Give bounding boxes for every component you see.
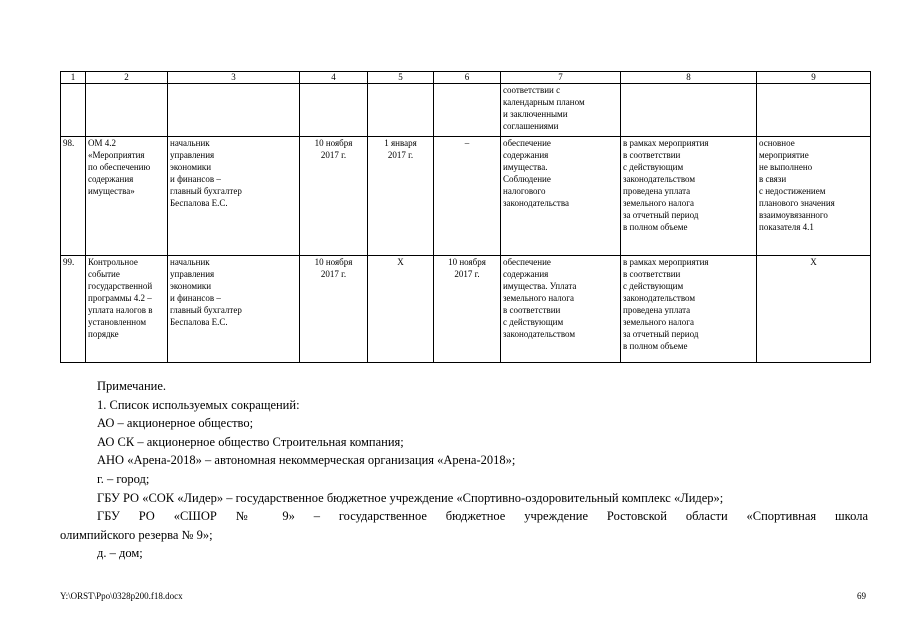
cell-line: планового значения [759,198,835,208]
cell-result [621,256,757,363]
col-header-1: 1 [61,72,86,84]
cell-date [300,137,368,256]
abbreviation: АНО «Арена-2018» – автономная некоммерческая организация «Арена-2018»; [97,453,516,468]
cell-line: имущества» [88,186,135,196]
cell-line: главный бухгалтер [170,305,242,315]
table-row-continuation [61,84,871,137]
cell [86,84,168,137]
col-header-2: 2 [86,72,168,84]
cell-line: 2017 г. [320,150,347,160]
cell-line: с недостижением [759,186,826,196]
cell-line: в полном объеме [623,341,688,351]
cell-line: в соответствии [623,269,681,279]
cell [757,84,871,137]
cell-line: экономики [170,281,212,291]
cell-event-name [86,137,168,256]
row-number: 98. [61,137,86,256]
cell-line: календарным планом [503,97,585,107]
col-header-6: 6 [434,72,501,84]
cell-line: в соответствии [623,150,681,160]
cell-date: Х [368,256,434,363]
cell-outcome [501,256,621,363]
cell-line: в полном объеме [623,222,688,232]
cell-line: и финансов – [170,293,221,303]
cell-line: за отчетный период [623,329,699,339]
cell-line: взаимоувязанного [759,210,828,220]
cell-line: показателя 4.1 [759,222,814,232]
cell-outcome [501,137,621,256]
col-header-7: 7 [501,72,621,84]
cell-line: мероприятие [759,150,809,160]
cell-line: законодательством [623,174,696,184]
abbreviation: ГБУ РО «СШОР № 9» – государственное бюджетное учреждение Ростовской области «Спортивная школа [97,509,868,524]
cell-line: 2017 г. [387,150,414,160]
cell-line: начальник [170,138,210,148]
cell-line: земельного налога [503,293,574,303]
cell-line: содержания [88,174,134,184]
cell-line: содержания [503,269,549,279]
cell-line: налогового [503,186,546,196]
cell-result [621,137,757,256]
row-number: 99. [61,256,86,363]
cell-line: в соответствии [503,305,561,315]
cell-line: имущества. Уплата [503,281,577,291]
cell-line: и финансов – [170,174,221,184]
cell-line: ОМ 4.2 [88,138,117,148]
cell-reason [757,137,871,256]
cell-line: законодательства [503,198,569,208]
abbreviation: АО СК – акционерное общество Строительная компания; [97,434,404,449]
cell-line: управления [170,150,215,160]
cell-line: главный бухгалтер [170,186,242,196]
cell-line: 2017 г. [454,269,480,279]
cell-line: государственной [88,281,153,291]
col-header-9: 9 [757,72,871,84]
cell [621,84,757,137]
cell-line: программы 4.2 – [88,293,152,303]
cell-date: – [434,137,501,256]
abbreviation: ГБУ РО «СОК «Лидер» – государственное бюджетное учреждение «Спортивно-оздоровительный комплекс «Лидер»; [97,490,724,505]
cell-line: проведена уплата [623,305,691,315]
cell-line: Соблюдение [503,174,551,184]
cell-line: в связи [759,174,787,184]
cell [368,84,434,137]
cell-line: 10 ноября [314,257,353,267]
cell-line: «Мероприятия [88,150,145,160]
col-header-8: 8 [621,72,757,84]
col-header-3: 3 [168,72,300,84]
header-row [61,72,871,84]
cell-line: основное [759,138,795,148]
cell-line: начальник [170,257,210,267]
notes-heading: Примечание. [97,379,167,393]
col-header-5: 5 [368,72,434,84]
cell-responsible [168,256,300,363]
cell-line: с действующим [623,281,684,291]
cell-line: соответствии с [503,85,561,95]
cell-date [368,137,434,256]
report-table [60,71,871,363]
cell-line: 10 ноября [448,257,486,267]
cell-line: земельного налога [623,317,694,327]
cell-reason: Х [757,256,871,363]
notes-item: 1. Список используемых сокращений: [97,397,300,412]
cell-line: законодательством [503,329,576,339]
cell-outcome [501,84,621,137]
col-header-4: 4 [300,72,368,84]
cell-line: земельного налога [623,198,694,208]
cell-line: 10 ноября [314,138,353,148]
cell [300,84,368,137]
cell-line: законодательством [623,293,696,303]
page-number: 69 [857,591,866,601]
cell-date [434,256,501,363]
cell-line: порядке [88,329,119,339]
footer-file-path: Y:\ORST\Ppo\0328p200.f18.docx [60,591,183,601]
cell-line: за отчетный период [623,210,699,220]
cell-line: событие [88,269,120,279]
cell-line: и заключенными [503,109,568,119]
abbreviation-continuation: олимпийского резерва № 9»; [60,527,213,542]
cell-line: с действующим [623,162,684,172]
table-row-98 [61,137,871,256]
cell-line: проведена уплата [623,186,691,196]
cell-line: в рамках мероприятия [623,257,709,267]
table-row-99 [61,256,871,363]
notes-section [60,377,868,563]
abbreviation: г. – город; [97,471,150,486]
cell-line: Беспалова Е.С. [170,198,228,208]
cell-line: уплата налогов в [88,305,153,315]
cell-line: 2017 г. [320,269,347,279]
cell-line: с действующим [503,317,564,327]
cell-responsible [168,137,300,256]
cell-line: имущества. [503,162,548,172]
cell-line: не выполнено [759,162,813,172]
abbreviation: АО – акционерное общество; [97,416,254,431]
cell [434,84,501,137]
cell-line: в рамках мероприятия [623,138,709,148]
cell-line: по обеспечению [88,162,151,172]
cell-line: содержания [503,150,549,160]
cell-line: 1 января [384,138,417,148]
cell-line: обеспечение [503,257,551,267]
cell [168,84,300,137]
cell-date [300,256,368,363]
cell-line: Контрольное [88,257,138,267]
cell-line: управления [170,269,215,279]
cell-line: Беспалова Е.С. [170,317,228,327]
cell-line: экономики [170,162,212,172]
cell-line: соглашениями [503,121,559,131]
cell-line: обеспечение [503,138,551,148]
cell-line: установленном [88,317,147,327]
cell [61,84,86,137]
cell-event-name [86,256,168,363]
abbreviation: д. – дом; [97,546,143,561]
